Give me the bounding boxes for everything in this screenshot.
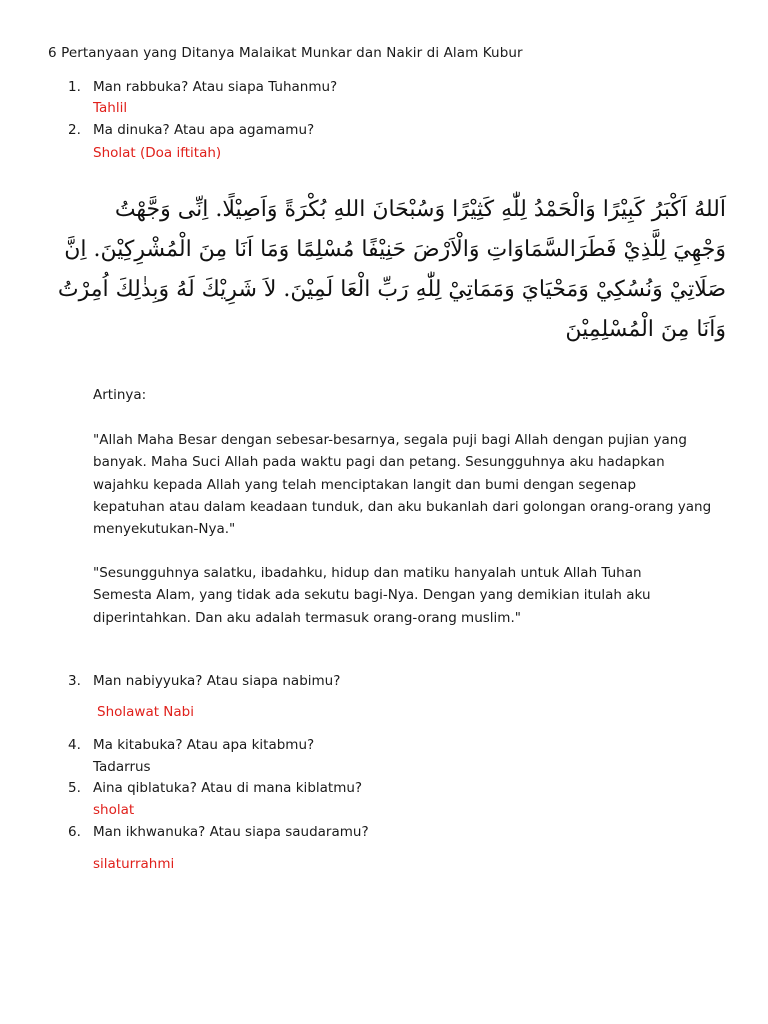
arabic-line: صَلَاتِيْ وَنُسُكِيْ وَمَحْيَايَ وَمَمَاتِيْ لِلّٰهِ رَبِّ الْعَا لَمِيْنَ. لاَ شَرِيْكَ لَهُ وَبِذٰلِكَ اُمِرْتُ [57,277,726,302]
question-text: Man nabiyyuka? Atau siapa nabimu? [93,673,341,689]
question-number: 2. [68,122,81,138]
question-3 [68,673,340,689]
arabic-line: وَجْهِيَ لِلَّذِيْ فَطَرَالسَّمَاوَاتِ وَالْاَرْضَ حَنِيْفًا مُسْلِمًا وَمَا اَنَا مِنَ الْمُشْرِكِيْنَ. اِنَّ [64,237,726,262]
arabic-line: وَاَنَا مِنَ الْمُسْلِمِيْنَ [565,317,726,342]
answer-2: Sholat (Doa iftitah) [93,145,222,161]
question-text: Ma kitabuka? Atau apa kitabmu? [93,737,315,753]
question-4 [68,737,314,753]
translation-line: banyak. Maha Suci Allah pada waktu pagi dan petang. Sesungguhnya aku hadapkan [93,454,665,471]
translation-line: menyekutukan-Nya." [93,521,236,538]
document-title: 6 Pertanyaan yang Ditanya Malaikat Munkar dan Nakir di Alam Kubur [48,45,523,61]
answer-6: silaturrahmi [93,856,175,872]
translation-line: kepatuhan atau dalam keadaan tunduk, dan aku bukanlah dari golongan orang-orang yang [93,498,712,515]
arabic-line: اَللهُ اَكْبَرُ كَبِيْرًا وَالْحَمْدُ لِلّٰهِ كَثِيْرًا وَسُبْحَانَ اللهِ بُكْرَةً وَاَصِيْلًا. اِنِّى وَجَّهْتُ [114,197,726,222]
arabic-prayer-text [57,190,726,350]
question-text: Man rabbuka? Atau siapa Tuhanmu? [93,79,338,95]
question-number: 5. [68,780,81,796]
question-text: Man ikhwanuka? Atau siapa saudaramu? [93,824,369,840]
translation-line: Semesta Alam, yang tidak ada sekutu bagi-Nya. Dengan yang demikian itulah aku [93,587,651,604]
artinya-label: Artinya: [93,387,147,403]
question-number: 3. [68,673,81,689]
answer-1: Tahlil [93,100,128,116]
question-text: Aina qiblatuka? Atau di mana kiblatmu? [93,780,363,796]
translation-paragraph-1 [93,429,733,540]
translation-paragraph-2 [93,562,733,629]
answer-3: Sholawat Nabi [97,704,194,720]
translation-line: wajahku kepada Allah yang telah menciptakan langit dan bumi dengan segenap [93,476,637,493]
translation-line: "Allah Maha Besar dengan sebesar-besarnya, segala puji bagi Allah dengan pujian yang [93,432,687,448]
question-text: Ma dinuka? Atau apa agamamu? [93,122,315,138]
answer-4: Tadarrus [93,759,151,775]
question-number: 4. [68,737,81,753]
question-2 [68,122,314,138]
question-number: 6. [68,824,81,840]
translation-line: "Sesungguhnya salatku, ibadahku, hidup dan matiku hanyalah untuk Allah Tuhan [93,565,642,581]
answer-5: sholat [93,802,135,818]
question-1 [68,79,337,95]
question-5 [68,780,362,796]
question-number: 1. [68,79,81,95]
translation-line: diperintahkan. Dan aku adalah termasuk orang-orang muslim." [93,609,521,626]
question-6 [68,824,369,840]
